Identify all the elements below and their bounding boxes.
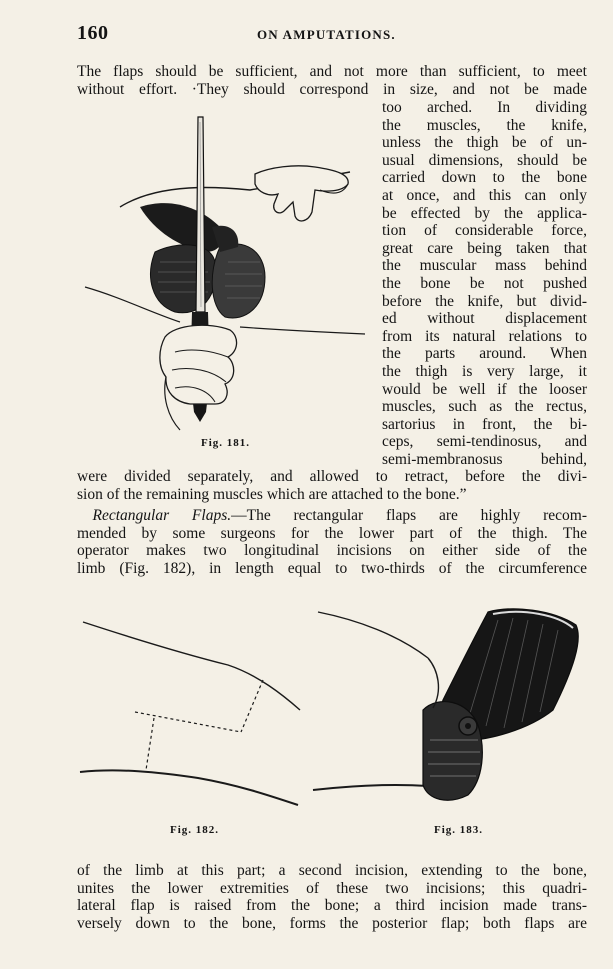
text-line: sion of the remaining muscles which are attached to the bone.” — [77, 485, 467, 503]
text-line: were divided separately, and allowed to retract, before the divi- — [77, 468, 587, 485]
text-line: from its natural relations to — [382, 327, 587, 345]
text-line: great care being taken that — [382, 239, 587, 257]
text-line: carried down to the bone — [382, 169, 587, 187]
text-line: sartorius in front, the bi- — [382, 415, 587, 433]
figure-183-caption: Fig. 183. — [434, 824, 484, 836]
text-line: the muscles, the knife, — [382, 116, 587, 134]
paragraph-divided-separately — [77, 468, 587, 503]
text-line: usual dimensions, should be — [382, 151, 587, 169]
paragraph-limb-incisions — [77, 862, 587, 932]
text-line: of the limb at this part; a second incision, extending to the bone, — [77, 862, 587, 879]
text-line: ceps, semi-tendinosus, and — [382, 433, 587, 451]
paragraph-rectangular-flaps — [77, 507, 587, 577]
text-line: too arched. In dividing — [382, 99, 587, 116]
text-line: without effort. ·They should correspond in size, and not be made — [77, 80, 587, 98]
running-title: ON AMPUTATIONS. — [257, 27, 396, 42]
text-line: mended by some surgeons for the lower part of the thigh. The — [77, 524, 587, 542]
text-line: the bone be not pushed — [382, 274, 587, 292]
text-line: limb (Fig. 182), in length equal to two-thirds of the circumference — [77, 559, 587, 577]
text-line: muscles, such as the rectus, — [382, 398, 587, 416]
text-line: The flaps should be sufficient, and not more than sufficient, to meet — [77, 63, 587, 80]
text-line: unless the thigh be of un- — [382, 134, 587, 152]
paragraph-flaps-sufficient — [77, 63, 587, 98]
text-line: the parts around. When — [382, 345, 587, 363]
figure-181-caption: Fig. 181. — [201, 437, 251, 449]
page-header — [77, 22, 587, 46]
figure-182-illustration — [78, 600, 318, 810]
text-line — [77, 507, 587, 525]
text-line: be effected by the applica- — [382, 204, 587, 222]
text-line: operator makes two longitudinal incisions on either side of the — [77, 542, 587, 560]
text-line: at once, and this can only — [382, 186, 587, 204]
text-line: lateral flap is raised from the bone; a third incision made trans- — [77, 897, 587, 915]
text-line: the thigh is very large, it — [382, 362, 587, 380]
text-run: —The rectangular flaps are highly recom- — [231, 507, 587, 524]
figure-182-caption: Fig. 182. — [170, 824, 220, 836]
text-line: the muscular mass behind — [382, 257, 587, 275]
text-line: versely down to the bone, forms the posterior flap; both flaps are — [77, 914, 587, 932]
text-line: unites the lower extremities of these two incisions; this quadri- — [77, 879, 587, 897]
text-line: tion of considerable force, — [382, 222, 587, 240]
figure-181-illustration — [80, 112, 380, 432]
section-heading-italic: Rectangular Flaps. — [92, 507, 232, 524]
wrapped-text-column — [382, 99, 587, 468]
text-line: before the knife, but divid- — [382, 292, 587, 310]
text-line: would be well if the looser — [382, 380, 587, 398]
page-number: 160 — [77, 22, 109, 44]
text-line: semi-membranosus behind, — [382, 450, 587, 468]
text-line: ed without displacement — [382, 310, 587, 328]
figure-183-illustration — [308, 600, 588, 810]
